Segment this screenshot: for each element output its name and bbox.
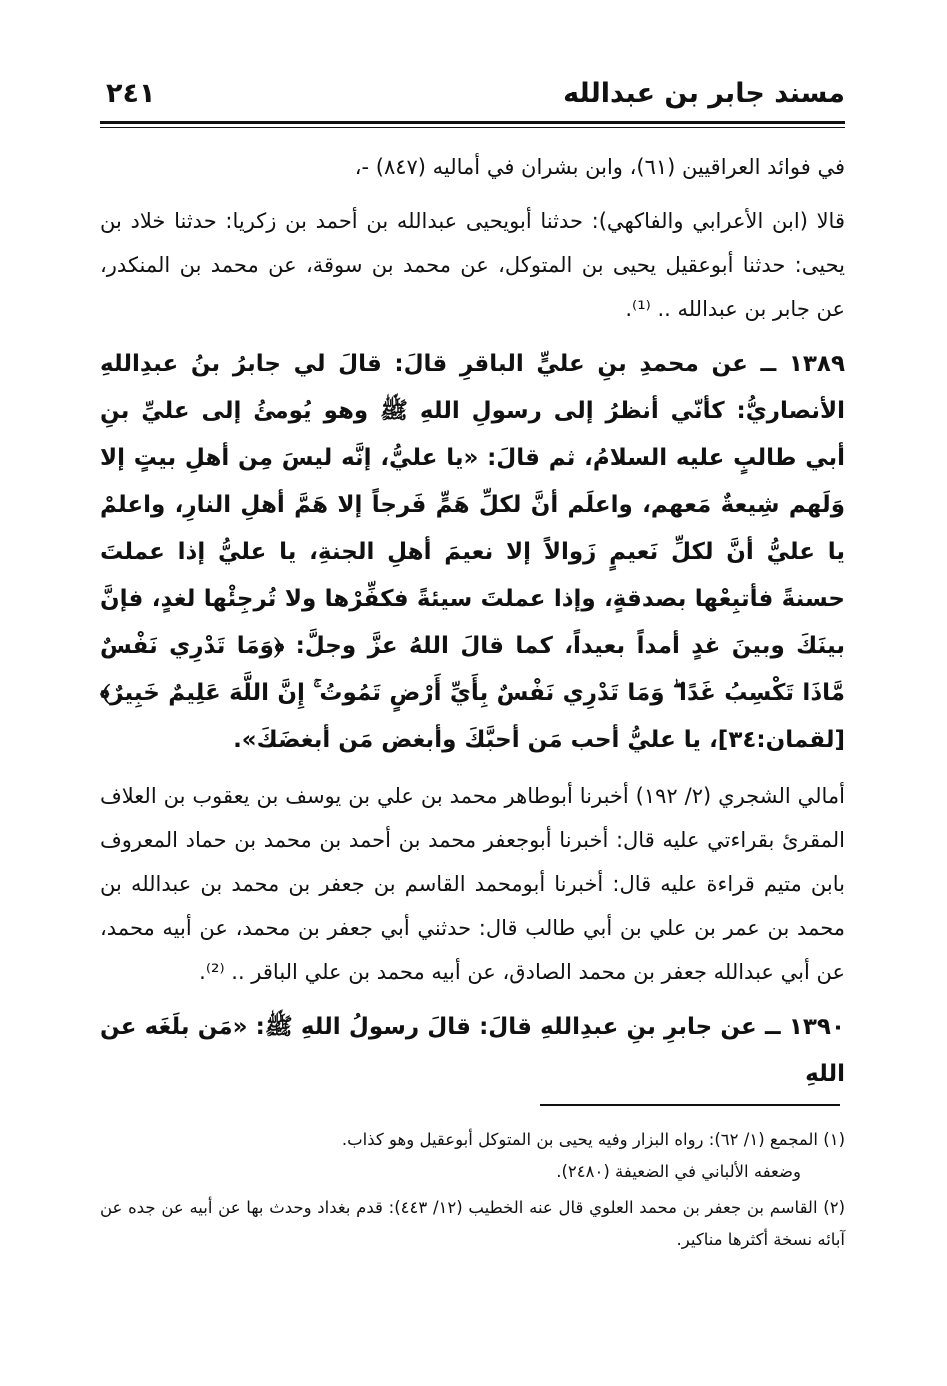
paragraph-source-continuation: في فوائد العراقيين (٦١)، وابن بشران في أماليه (٨٤٧) -، [354, 155, 845, 179]
footnote-separator [540, 1104, 840, 1106]
footnote-1 [100, 1124, 845, 1188]
hadith-1390: ١٣٩٠ ــ عن جابرِ بنِ عبدِاللهِ قالَ: قالَ رسولُ اللهِ ﷺ: «مَن بلَغَه عن اللهِ [100, 1014, 845, 1087]
page-number: ٢٤١ [106, 78, 156, 109]
hadith-1389: ١٣٨٩ ــ عن محمدِ بنِ عليٍّ الباقرِ قالَ: قالَ لي جابرُ بنُ عبدِاللهِ الأنصاريُّ: كأنّي أنظرُ إلى رسولِ اللهِ ﷺ وهو يُومئُ إلى عليِّ بنِ أبي طالبٍ عليه السلامُ، ثم قالَ: «يا عليُّ، إنَّه ليسَ مِن أهلِ بيتٍ إلا وَلَهم شِيعةٌ مَعهم، واعلَم أنَّ لكلِّ هَمٍّ فَرجاً إلا هَمَّ أهلِ النارِ، واعلمْ يا عليُّ أنَّ لكلِّ نَعيمٍ زَوالاً إلا نعيمَ أهلِ الجنةِ، يا عليُّ إذا عملتَ حسنةً فأتبِعْها بصدقةٍ، وإذا عملتَ سيئةً فكفِّرْها ولا تُرجِئْها لغدٍ، فإنَّ بينَكَ وبينَ غدٍ أمداً بعيداً، كما قالَ اللهُ عزَّ وجلَّ: ﴿وَمَا تَدْرِي نَفْسٌ مَّاذَا تَكْسِبُ غَدًا ۖ وَمَا تَدْرِي نَفْسٌ بِأَيِّ أَرْضٍ تَمُوتُ ۚ إِنَّ اللَّهَ عَلِيمٌ خَبِيرٌ﴾ [لقمان:٣٤]، يا عليُّ أحب مَن أحبَّكَ وأبغض مَن أبغضَكَ». [100, 351, 845, 753]
header-rule-thin [100, 127, 845, 128]
page-header [100, 78, 845, 122]
paragraph-isnad-2: أمالي الشجري (٢/ ١٩٢) أخبرنا أبوطاهر محمد بن علي بن يوسف بن يعقوب بن العلاف المقرئ بقراءتي عليه قال: أخبرنا أبوجعفر محمد بن أحمد بن محمد بن حماد المعروف بابن متيم قراءة عليه قال: أخبرنا أبومحمد القاسم بن جعفر بن محمد بن عبدالله بن محمد بن عمر بن علي بن أبي طالب قال: حدثني أبي جعفر بن محمد، عن أبيه محمد، عن أبي عبدالله جعفر بن محمد الصادق، عن أبيه محمد بن علي الباقر .. ⁽²⁾. [100, 784, 845, 984]
paragraph-isnad-1: قالا (ابن الأعرابي والفاكهي): حدثنا أبويحيى عبدالله بن أحمد بن زكريا: حدثنا خلاد بن يحيى: حدثنا أبوعقيل يحيى بن المتوكل، عن محمد بن سوقة، عن محمد بن المنكدر، عن جابر بن عبدالله .. ⁽¹⁾. [100, 209, 845, 321]
footnote-2-text: (٢) القاسم بن جعفر بن محمد العلوي قال عنه الخطيب (١٢/ ٤٤٣): قدم بغداد وحدث بها عن أبيه عن جده عن آبائه نسخة أكثرها مناكير. [100, 1198, 845, 1249]
main-text [100, 145, 845, 1098]
running-title: مسند جابر بن عبدالله [563, 78, 845, 109]
footnote-1-continuation: وضعفه الألباني في الضعيفة (٢٤٨٠). [556, 1162, 801, 1181]
footnote-1-text: (١) المجمع (١/ ٦٢): رواه البزار وفيه يحيى بن المتوكل أبوعقيل وهو كذاب. [341, 1130, 845, 1149]
footnotes [100, 1124, 845, 1260]
header-rule [100, 121, 845, 124]
footnote-2 [100, 1192, 845, 1256]
